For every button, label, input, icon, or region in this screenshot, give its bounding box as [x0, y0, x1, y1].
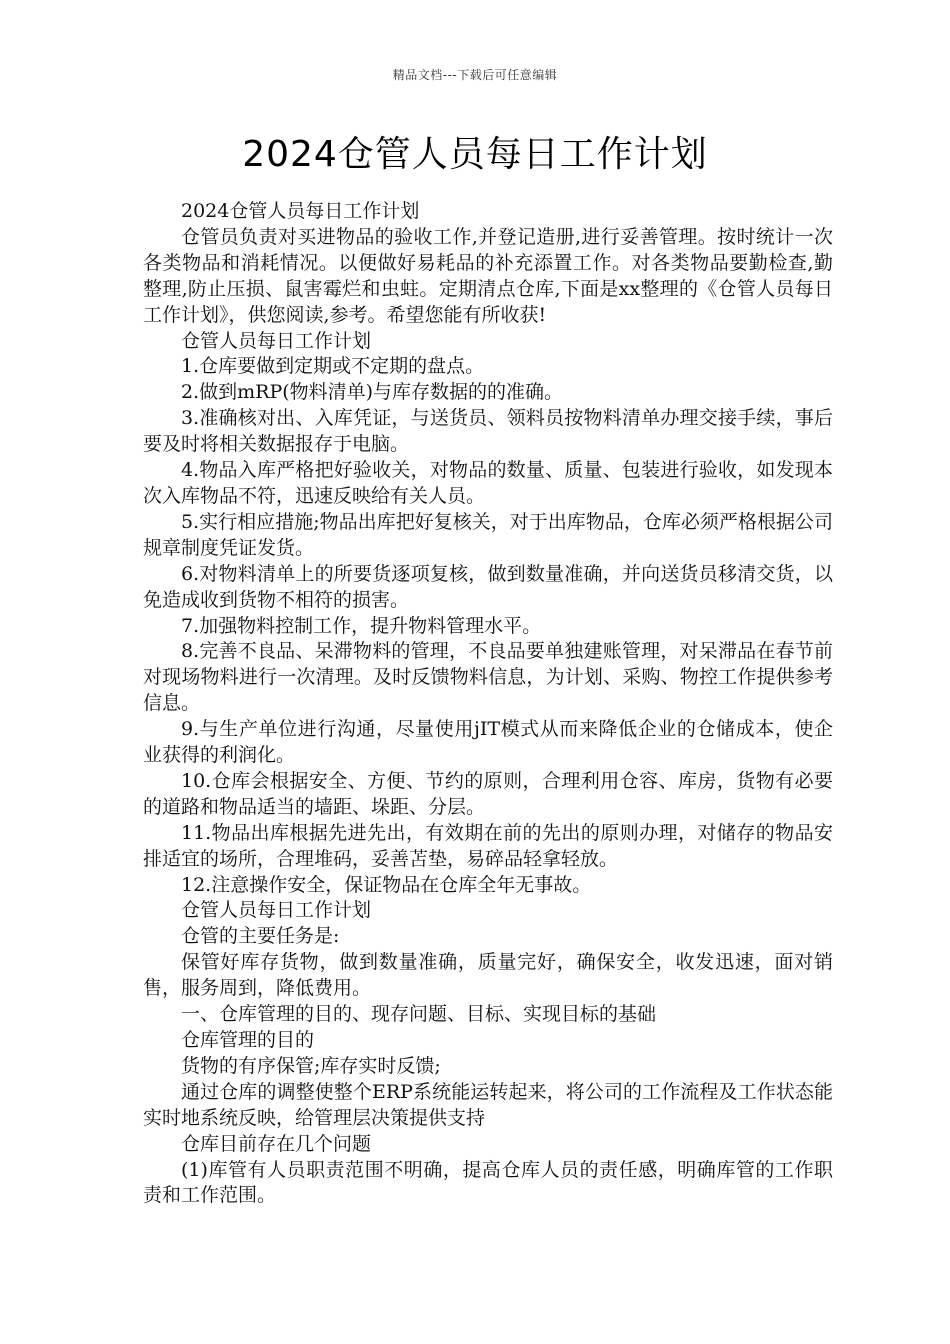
paragraph: 1.仓库要做到定期或不定期的盘点。 [181, 355, 485, 378]
paragraph: 仓管人员每日工作计划 [181, 899, 372, 922]
paragraph: (1)库管有人员职责范围不明确，提高仓库人员的责任感，明确库管的工作职责和工作范围。 [143, 1158, 833, 1207]
document-title: 2024仓管人员每日工作计划 [242, 134, 708, 175]
paragraph: 4.物品入库严格把好验收关，对物品的数量、质量、包装进行验收，如发现本次入库物品不符，迅速反映给有关人员。 [143, 459, 833, 507]
paragraph: 2.做到mRP(物料清单)与库存数据的的准确。 [181, 381, 564, 404]
paragraph: 2024仓管人员每日工作计划 [181, 200, 420, 222]
document-body [143, 199, 833, 1209]
paragraph: 仓库管理的目的 [181, 1029, 315, 1051]
paragraph: 6.对物料清单上的所要货逐项复核，做到数量准确，并向送货员移清交货，以免造成收到货物不相符的损害。 [143, 562, 833, 611]
paragraph: 7.加强物料控制工作，提升物料管理水平。 [181, 614, 542, 637]
paragraph: 5.实行相应措施;物品出库把好复核关，对于出库物品，仓库必须严格根据公司规章制度凭证发货。 [143, 510, 833, 559]
paragraph: 10.仓库会根据安全、方便、节约的原则，合理利用仓容、库房，货物有必要的道路和物品适当的墙距、垛距、分层。 [143, 769, 833, 818]
paragraph: 11.物品出库根据先进先出，有效期在前的先出的原则办理，对储存的物品安排适宜的场所，合理堆码，妥善苫垫，易碎品轻拿轻放。 [143, 821, 833, 870]
paragraph: 12.注意操作安全，保证物品在仓库全年无事故。 [181, 873, 592, 896]
paragraph: 一、仓库管理的目的、现存问题、目标、实现目标的基础 [181, 1003, 657, 1026]
paragraph: 仓管人员每日工作计划 [181, 329, 372, 352]
page-header-watermark: 精品文档---下载后可任意编辑 [392, 68, 558, 82]
paragraph: 仓管员负责对买进物品的验收工作,并登记造册,进行妥善管理。按时统计一次各类物品和消耗情况。以便做好易耗品的补充添置工作。对各类物品要勤检查,勤整理,防止压损、鼠害霉烂和虫蛀。定期清点仓库,下面是xx整理的《仓管人员每日工作计划》，供您阅读,参考。希望您能有所收获! [143, 225, 833, 326]
paragraph: 3.准确核对出、入库凭证，与送货员、领料员按物料清单办理交接手续，事后要及时将相关数据报存于电脑。 [143, 407, 833, 456]
paragraph: 仓库目前存在几个问题 [181, 1132, 372, 1155]
paragraph: 9.与生产单位进行沟通，尽量使用jIT模式从而来降低企业的仓储成本，使企业获得的利润化。 [143, 718, 833, 767]
paragraph: 保管好库存货物，做到数量准确，质量完好，确保安全，收发迅速，面对销售，服务周到，降低费用。 [143, 951, 833, 1000]
paragraph: 仓管的主要任务是: [181, 925, 340, 948]
paragraph: 8.完善不良品、呆滞物料的管理，不良品要单独建账管理，对呆滞品在春节前对现场物料进行一次清理。及时反馈物料信息，为计划、采购、物控工作提供参考信息。 [143, 640, 833, 715]
paragraph: 通过仓库的调整使整个ERP系统能运转起来，将公司的工作流程及工作状态能实时地系统反映，给管理层决策提供支持 [143, 1080, 833, 1129]
paragraph: 货物的有序保管;库存实时反馈; [181, 1054, 441, 1077]
